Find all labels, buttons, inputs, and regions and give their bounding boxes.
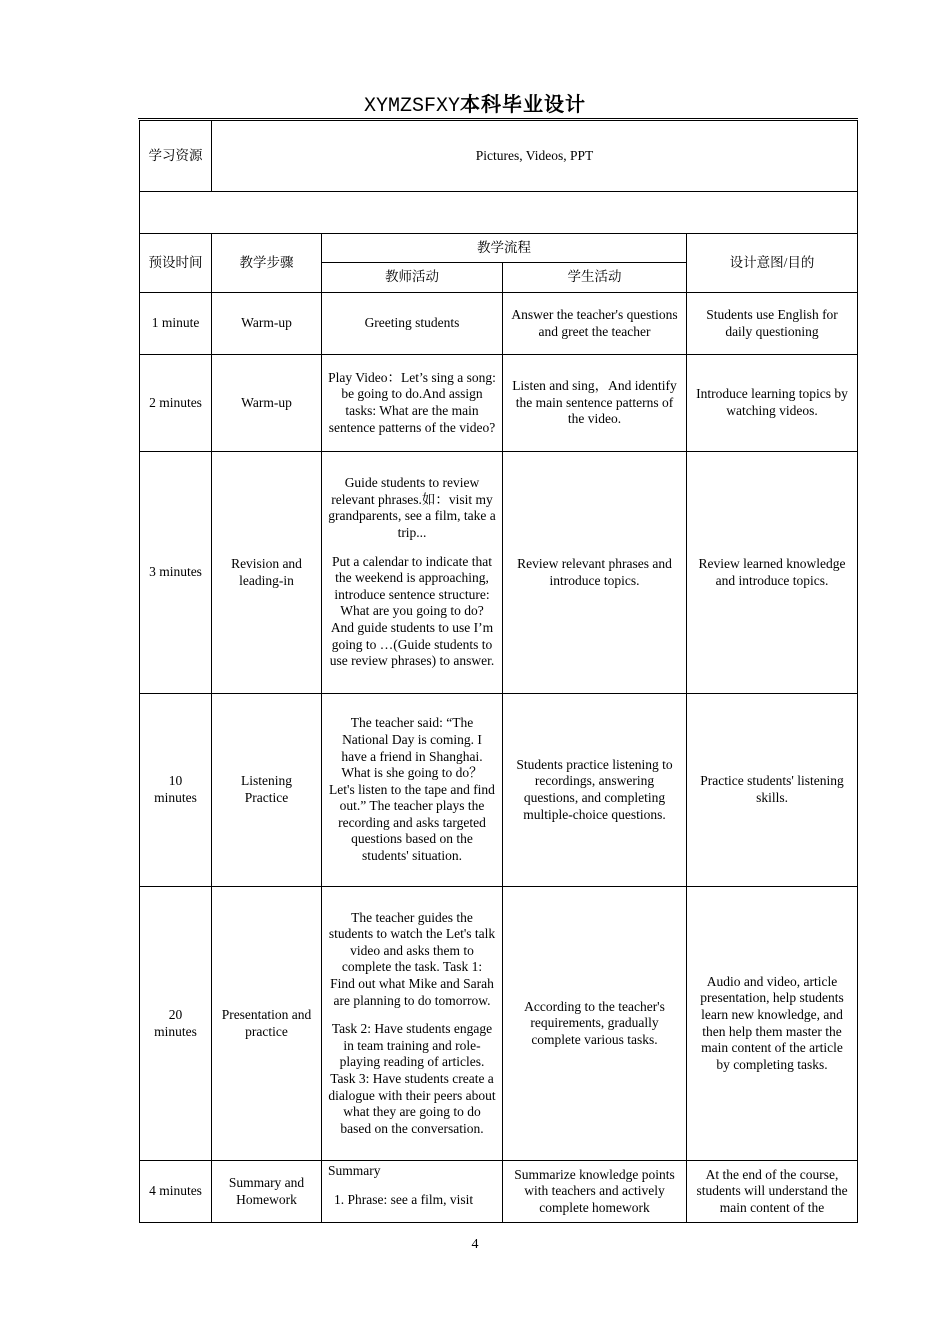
resources-value: Pictures, Videos, PPT [212,121,858,192]
row-teacher [322,887,503,1161]
row-time: 4 minutes [140,1161,212,1223]
teacher-paragraph: Put a calendar to indicate that the weekend is approaching, introduce sentence structure: What are you going to do? And guide students to use I’m going to …(Guide students to use review phrases) to answer. [329,553,495,669]
table-row [140,694,858,887]
table-row [140,452,858,694]
row-time: 10 minutes [140,694,212,887]
resources-row [140,121,858,192]
row-teacher [322,293,503,355]
page-header [0,92,950,119]
header-row-1 [140,234,858,263]
row-time: 1 minute [140,293,212,355]
teacher-paragraph: Play Video：Let’s sing a song: be going to do.And assign tasks: What are the main sentence patterns of the video? [328,369,496,435]
row-teacher [322,1161,503,1223]
col-header-time: 预设时间 [140,234,212,293]
teacher-paragraph: Guide students to review relevant phrases.如：visit my grandparents, see a film, take a trip... [328,475,496,541]
row-time: 20 minutes [140,887,212,1161]
row-student: Answer the teacher's questions and greet the teacher [503,293,687,355]
blank-row [140,192,858,234]
row-student: Listen and sing，And identify the main sentence patterns of the video. [503,355,687,452]
summary-item: 1. Phrase: see a film, visit [334,1191,474,1207]
teacher-paragraph: Greeting students [364,315,460,331]
col-header-process: 教学流程 [322,234,687,263]
row-teacher [322,694,503,887]
header-latin: XYMZSFXY [363,95,460,118]
summary-heading: Summary [328,1162,381,1178]
row-time: 2 minutes [140,355,212,452]
row-intent: Introduce learning topics by watching videos. [687,355,858,452]
col-header-intent: 设计意图/目的 [687,234,858,293]
row-intent: Practice students' listening skills. [687,694,858,887]
row-teacher [322,355,503,452]
col-header-teacher: 教师活动 [322,263,503,293]
row-intent: At the end of the course, students will understand the main content of the [687,1161,858,1223]
header-rule [138,118,858,119]
table-row [140,355,858,452]
row-teacher [322,452,503,694]
row-time: 3 minutes [140,452,212,694]
teacher-paragraph: The teacher guides the students to watch the Let's talk video and asks them to complete the task. Task 1: Find out what Mike and Sarah are planning to do tomorrow. [328,909,496,1008]
col-header-step: 教学步骤 [212,234,322,293]
row-step: Presentation and practice [212,887,322,1161]
teacher-paragraph: The teacher said: “The National Day is coming. I have a friend in Shanghai. What is she going to do？ Let's listen to the tape and find out.” The teacher plays the recording and asks targeted questions based on the students' situation. [329,715,495,864]
row-step: Summary and Homework [212,1161,322,1223]
table-row [140,887,858,1161]
row-student: Students practice listening to recordings, answering questions, and completing multiple-choice questions. [503,694,687,887]
row-step: Warm-up [212,293,322,355]
row-intent: Review learned knowledge and introduce topics. [687,452,858,694]
row-step: Listening Practice [212,694,322,887]
table-row [140,293,858,355]
row-student: Review relevant phrases and introduce topics. [503,452,687,694]
col-header-student: 学生活动 [503,263,687,293]
row-intent: Audio and video, article presentation, help students learn new knowledge, and then help them master the main content of the article by completing tasks. [687,887,858,1161]
teacher-paragraph: Task 2: Have students engage in team training and role-playing reading of articles. Task 3: Have students create a dialogue with their peers about what they are going to do based on the conversation. [328,1021,496,1136]
table-row [140,1161,858,1223]
resources-label: 学习资源 [140,121,212,192]
row-student: Summarize knowledge points with teachers and actively complete homework [503,1161,687,1223]
page-number: 4 [471,1237,479,1252]
blank-cell [140,192,858,234]
row-intent: Students use English for daily questioning [687,293,858,355]
lesson-plan-table [139,120,858,1223]
row-step: Revision and leading-in [212,452,322,694]
row-student: According to the teacher's requirements, gradually complete various tasks. [503,887,687,1161]
row-step: Warm-up [212,355,322,452]
header-title: 本科毕业设计 [460,92,586,116]
